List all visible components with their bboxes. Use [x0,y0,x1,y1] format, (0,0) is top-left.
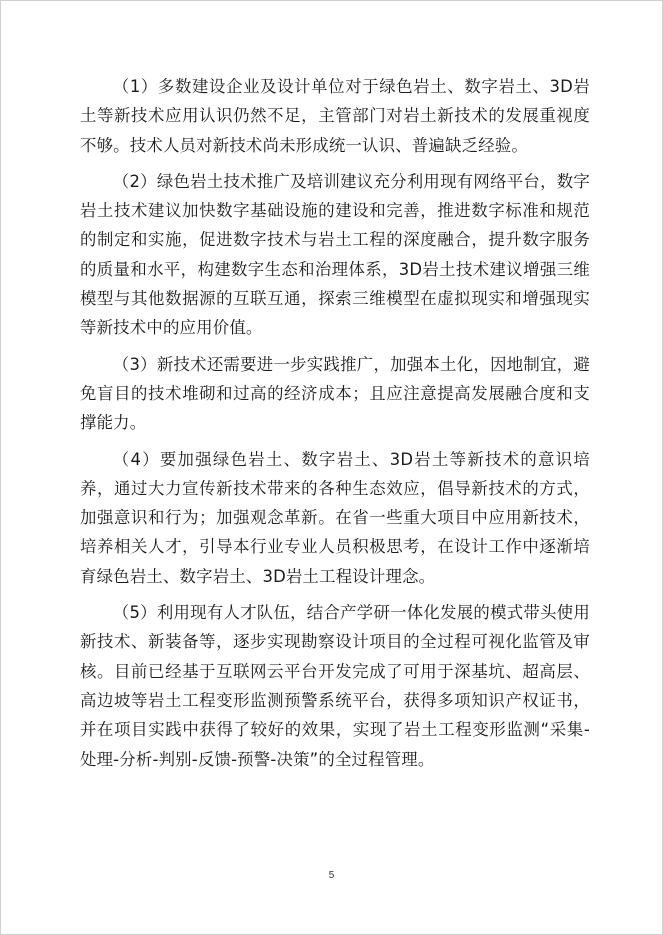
paragraph-5: （5）利用现有人才队伍，结合产学研一体化发展的模式带头使用新技术、新装备等，逐步实现勘察设计项目的全过程可视化监管及审核。目前已经基于互联网云平台开发完成了可用于深基坑、超高层、高边坡等岩土工程变形监测预警系统平台，获得多项知识产权证书，并在项目实践中获得了较好的效果，实现了岩土工程变形监测“采集-处理-分析-判别-反馈-预警-决策”的全过程管理。 [80,603,590,769]
paragraph-4: （4）要加强绿色岩土、数字岩土、3D岩土等新技术的意识培养，通过大力宣传新技术带来的各种生态效应，倡导新技术的方式，加强意识和行为；加强观念革新。在省一些重大项目中应用新技术，培养相关人才，引导本行业专业人员积极思考，在设计工作中逐渐培育绿色岩土、数字岩土、3D岩土工程设计理念。 [80,449,590,586]
paragraph-3: （3）新技术还需要进一步实践推广，加强本土化，因地制宜，避免盲目的技术堆砌和过高的经济成本；且应注意提高发展融合度和支撑能力。 [80,354,590,433]
paragraph-1: （1）多数建设企业及设计单位对于绿色岩土、数字岩土、3D岩土等新技术应用认识仍然不足，主管部门对岩土新技术的发展重视度不够。技术人员对新技术尚未形成统一认识、普遍缺乏经验。 [80,77,590,155]
document-body [80,72,590,781]
page-number: 5 [328,870,335,881]
paragraph-2: （2）绿色岩土技术推广及培训建议充分利用现有网络平台，数字岩土技术建议加快数字基础设施的建设和完善，推进数字标准和规范的制定和实施，促进数字技术与岩土工程的深度融合，提升数字服务的质量和水平，构建数字生态和治理体系，3D岩土技术建议增强三维模型与其他数据源的互联互通，探索三维模型在虚拟现实和增强现实等新技术中的应用价值。 [80,171,590,338]
